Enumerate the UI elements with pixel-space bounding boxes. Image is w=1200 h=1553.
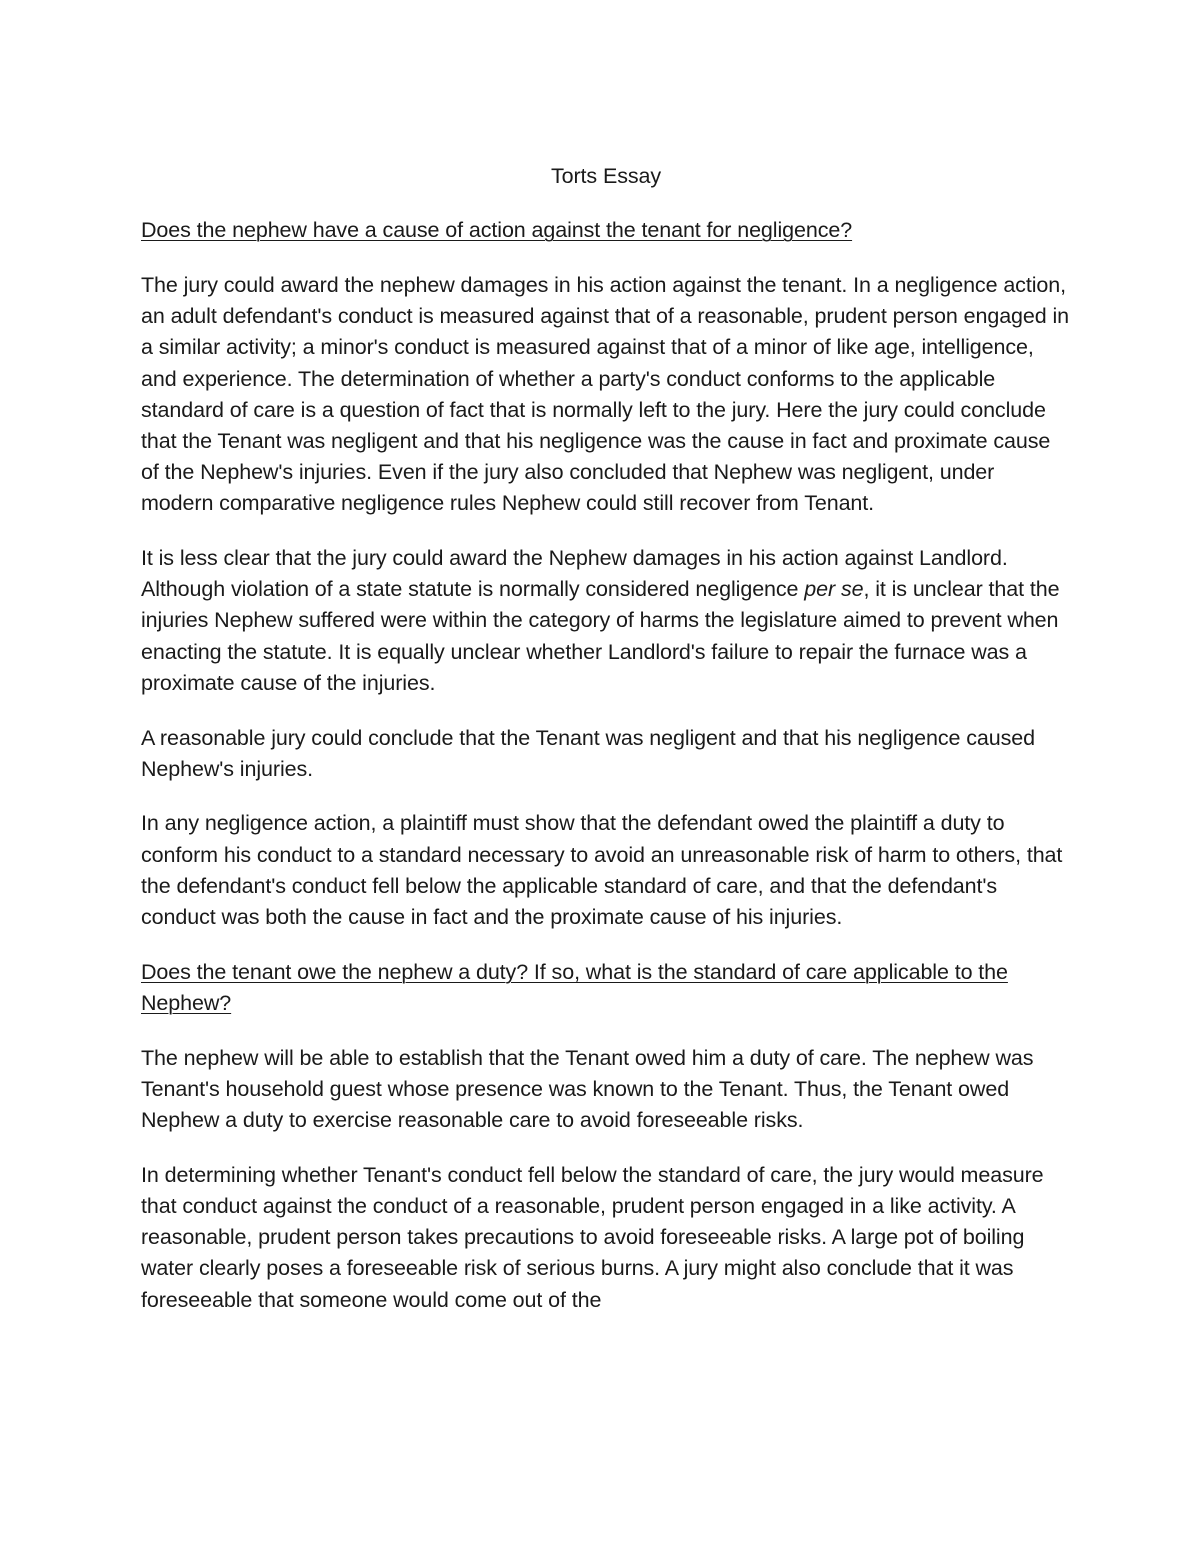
document-body — [141, 161, 1071, 1339]
question-heading-negligence: Does the nephew have a cause of action against the tenant for negligence? — [141, 218, 853, 243]
paragraph-landlord-action — [141, 543, 1071, 699]
paragraph-jury-award-tenant: The jury could award the nephew damages in his action against the tenant. In a negligence action, an adult defendant's conduct is measured against that of a reasonable, prudent person engaged in a similar activity; a minor's conduct is measured against that of a minor of like age, intelligence, and experience. The determination of whether a party's conduct conforms to the applicable standard of care is a question of fact that is normally left to the jury. Here the jury could conclude that the Tenant was negligent and that his negligence was the cause in fact and proximate cause of the Nephew's injuries. Even if the jury also concluded that Nephew was negligent, under modern comparative negligence rules Nephew could still recover from Tenant. — [141, 272, 1070, 516]
question-heading-duty: Does the tenant owe the nephew a duty? If so, what is the standard of care applicable to the Nephew? — [141, 959, 1008, 1015]
paragraph-landlord-text-1: It is less clear that the jury could award the Nephew damages in his action against Landlord. Although violation of a state statute is normally considered negligence — [141, 546, 1008, 602]
per-se-italic: per se — [804, 577, 864, 602]
paragraph-landlord-text-2: , it is unclear that the injuries Nephew suffered were within the category of harms the legislature aimed to prevent when enacting the statute. It is equally unclear whether Landlord's failure to repair the furnace was a proximate cause of the injuries. — [141, 577, 1060, 695]
document-title: Torts Essay — [550, 164, 661, 188]
paragraph-standard-of-care: In determining whether Tenant's conduct fell below the standard of care, the jury would measure that conduct against the conduct of a reasonable, prudent person engaged in a like activity. A reasonable, prudent person takes precautions to avoid foreseeable risks. A large pot of boiling water clearly poses a foreseeable risk of serious burns. A jury might also conclude that it was foreseeable that someone would come out of the — [141, 1162, 1044, 1312]
paragraph-negligence-elements: In any negligence action, a plaintiff must show that the defendant owed the plaintiff a duty to conform his conduct to a standard necessary to avoid an unreasonable risk of harm to others, that the defendant's conduct fell below the applicable standard of care, and that the defendant's conduct was both the cause in fact and the proximate cause of his injuries. — [141, 811, 1063, 930]
paragraph-duty-of-care: The nephew will be able to establish that the Tenant owed him a duty of care. The nephew was Tenant's household guest whose presence was known to the Tenant. Thus, the Tenant owed Nephew a duty to exercise reasonable care to avoid foreseeable risks. — [141, 1045, 1034, 1133]
paragraph-reasonable-jury: A reasonable jury could conclude that the Tenant was negligent and that his negligence caused Nephew's injuries. — [141, 725, 1035, 781]
